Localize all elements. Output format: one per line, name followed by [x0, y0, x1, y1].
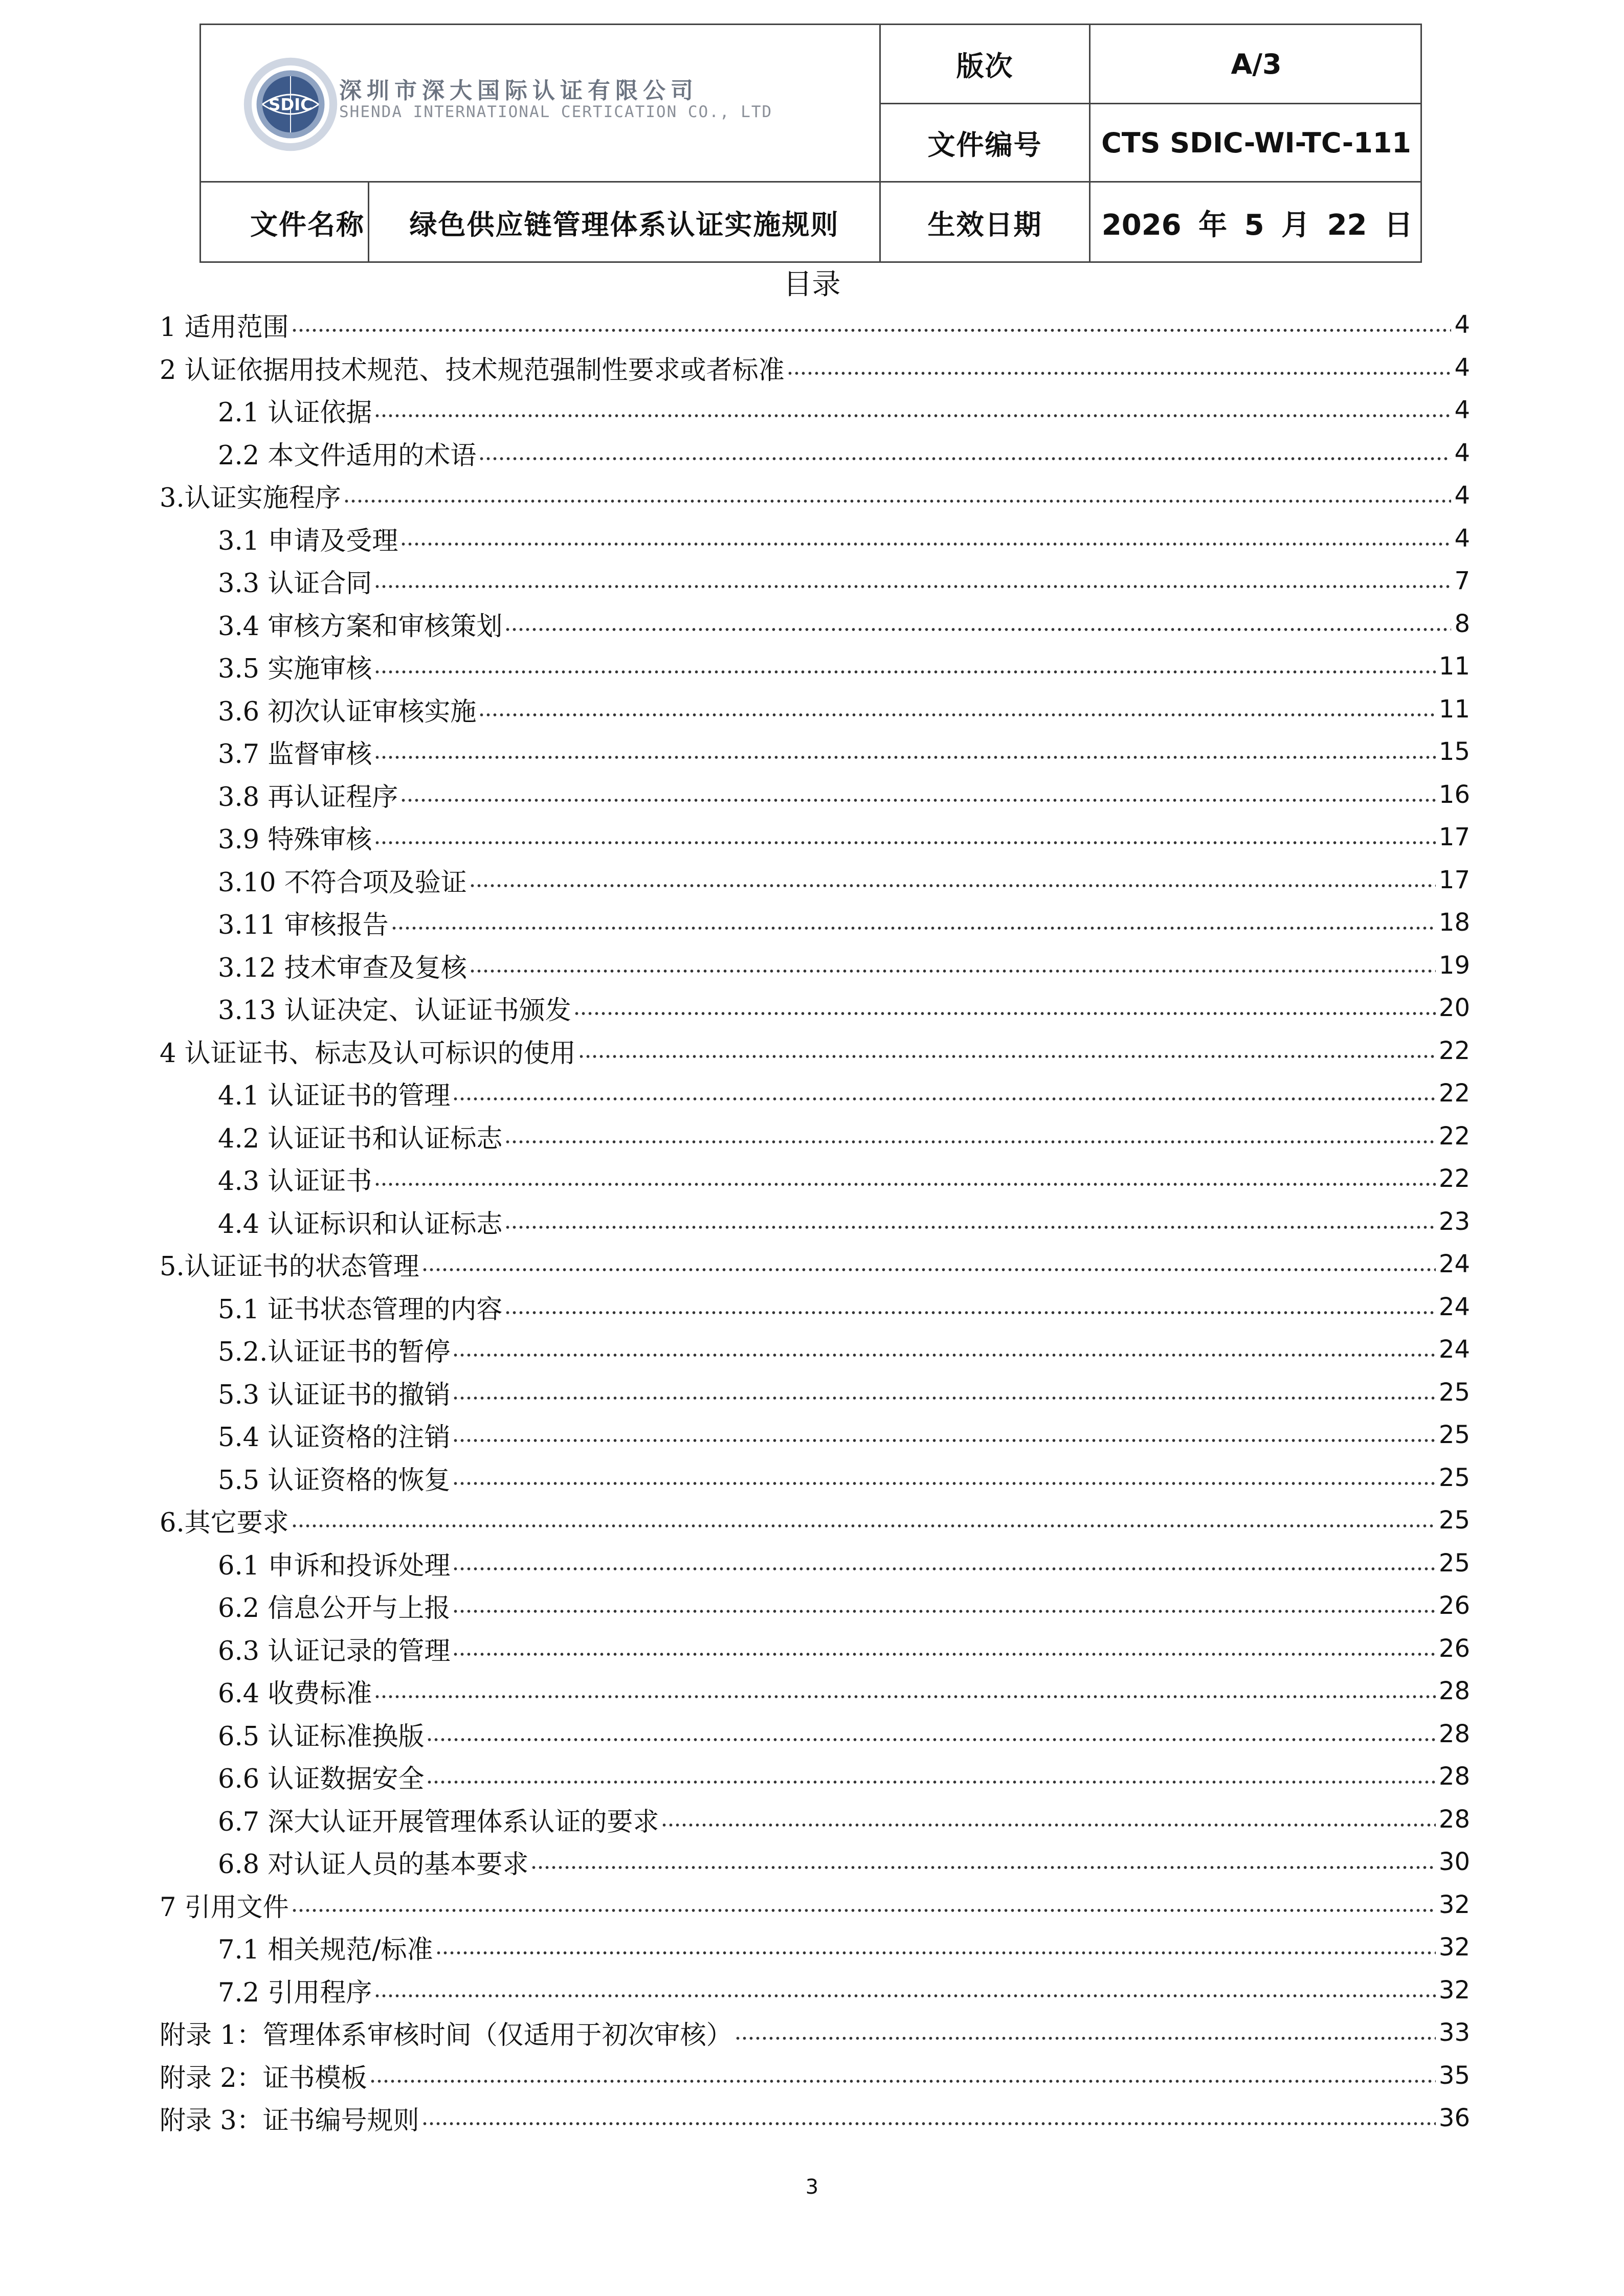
toc-dot-leader: [369, 2078, 1436, 2084]
toc-entry-page: 22: [1438, 1036, 1470, 1065]
toc-dot-leader: [374, 1181, 1436, 1187]
toc-entry[interactable]: [160, 948, 1470, 983]
toc-entry-title: 6.其它要求: [160, 1508, 289, 1538]
toc-entry-title: 5.3 认证证书的撤销: [218, 1380, 451, 1410]
toc-entry[interactable]: [160, 1929, 1470, 1965]
toc-entry[interactable]: [160, 1887, 1470, 1923]
toc-entry-title: 6.1 申诉和投诉处理: [218, 1550, 451, 1581]
toc-entry-title: 5.4 认证资格的注销: [218, 1423, 451, 1453]
toc-entry[interactable]: [160, 1673, 1470, 1709]
toc-entry[interactable]: [160, 1289, 1470, 1325]
toc-dot-leader: [452, 1651, 1436, 1657]
toc-entry-page: 28: [1438, 1762, 1470, 1791]
toc-entry[interactable]: [160, 1118, 1470, 1154]
toc-entry-page: 33: [1438, 2018, 1470, 2047]
toc-dot-leader: [452, 1437, 1436, 1444]
toc-entry[interactable]: [160, 990, 1470, 1026]
toc-entry[interactable]: [160, 1375, 1470, 1410]
toc-entry-page: 4: [1454, 310, 1470, 339]
toc-dot-leader: [452, 1395, 1436, 1401]
toc-dot-leader: [374, 669, 1436, 675]
toc-entry-page: 22: [1438, 1079, 1470, 1108]
toc-dot-leader: [426, 1779, 1436, 1785]
toc-entry-page: 28: [1438, 1805, 1470, 1834]
toc-dot-leader: [504, 1224, 1436, 1230]
toc-entry-title: 7.1 相关规范/标准: [218, 1935, 433, 1965]
toc-entry-title: 2.2 本文件适用的术语: [218, 440, 477, 471]
toc-entry-page: 22: [1438, 1164, 1470, 1193]
toc-dot-leader: [504, 1139, 1436, 1145]
toc-entry[interactable]: [160, 1716, 1470, 1752]
toc-entry-page: 25: [1438, 1548, 1470, 1578]
toc-entry-title: 2.1 认证依据: [218, 398, 372, 428]
toc-entry[interactable]: [160, 862, 1470, 898]
toc-dot-leader: [391, 925, 1436, 931]
toc-entry-title: 6.4 收费标准: [218, 1679, 372, 1709]
toc-entry-page: 11: [1438, 652, 1470, 681]
toc-entry[interactable]: [160, 1972, 1470, 2008]
toc-entry-title: 4.4 认证标识和认证标志: [218, 1209, 503, 1240]
toc-entry-page: 35: [1438, 2061, 1470, 2090]
toc-entry-title: 4.3 认证证书: [218, 1166, 372, 1197]
toc-entry[interactable]: [160, 2058, 1470, 2094]
toc-entry-page: 28: [1438, 1719, 1470, 1748]
toc-entry[interactable]: [160, 1631, 1470, 1667]
toc-entry-page: 25: [1438, 1421, 1470, 1449]
toc-entry-page: 15: [1438, 737, 1470, 766]
toc-entry[interactable]: [160, 435, 1470, 471]
toc-entry-page: 20: [1438, 994, 1470, 1022]
toc-entry-title: 3.4 审核方案和审核策划: [218, 611, 503, 642]
company-name-en: SHENDA INTERNATIONAL CERTICATION CO., LTD: [339, 103, 773, 121]
toc-entry-page: 25: [1438, 1463, 1470, 1492]
toc-dot-leader: [291, 327, 1452, 333]
toc-entry-page: 24: [1438, 1292, 1470, 1321]
version-label: 版次: [956, 50, 1014, 82]
toc-entry-title: 1 适用范围: [160, 312, 289, 343]
toc-dot-leader: [374, 1993, 1436, 1999]
toc-entry-page: 16: [1438, 780, 1470, 809]
document-header-table: [199, 24, 1422, 263]
toc-entry-title: 3.12 技术审查及复核: [218, 953, 467, 983]
toc-entry[interactable]: [160, 1075, 1470, 1111]
company-logo-icon: [242, 56, 339, 153]
toc-entry[interactable]: [160, 1161, 1470, 1197]
toc-entry-title: 7.2 引用程序: [218, 1977, 372, 2008]
toc-dot-leader: [374, 754, 1436, 760]
document-number-label: 文件编号: [927, 128, 1042, 161]
toc-entry-title: 3.11 审核报告: [218, 910, 389, 940]
toc-dot-leader: [374, 413, 1451, 419]
toc-entry-title: 6.7 深大认证开展管理体系认证的要求: [218, 1807, 659, 1837]
toc-dot-leader: [421, 2121, 1436, 2127]
toc-entry-page: 26: [1438, 1634, 1470, 1663]
toc-entry-title: 3.13 认证决定、认证证书颁发: [218, 996, 571, 1026]
toc-entry-page: 25: [1438, 1378, 1470, 1407]
toc-dot-leader: [452, 1480, 1436, 1487]
toc-entry[interactable]: [160, 648, 1470, 684]
toc-dot-leader: [452, 1352, 1436, 1358]
toc-entry-page: 24: [1438, 1250, 1470, 1278]
logo-text: SDIC: [269, 95, 313, 115]
toc-entry-title: 附录 3：证书编号规则: [160, 2106, 419, 2136]
toc-dot-leader: [530, 1864, 1436, 1871]
toc-entry-page: 28: [1438, 1677, 1470, 1705]
toc-entry-title: 5.1 证书状态管理的内容: [218, 1294, 503, 1325]
toc-dot-leader: [578, 1053, 1436, 1060]
toc-entry-page: 32: [1438, 1890, 1470, 1919]
toc-entry-title: 4.2 认证证书和认证标志: [218, 1123, 503, 1154]
toc-entry[interactable]: [160, 606, 1470, 642]
toc-dot-leader: [573, 1010, 1436, 1017]
document-name-value: 绿色供应链管理体系认证实施规则: [409, 209, 839, 241]
toc-entry-page: 36: [1438, 2104, 1470, 2132]
toc-entry[interactable]: [160, 1844, 1470, 1880]
toc-entry-page: 26: [1438, 1591, 1470, 1620]
toc-entry-title: 3.认证实施程序: [160, 483, 341, 513]
toc-dot-leader: [452, 1566, 1436, 1572]
effective-date-value: 2026 年 5 月 22 日: [1101, 208, 1413, 242]
toc-entry-title: 3.10 不符合项及验证: [218, 867, 467, 898]
toc-dot-leader: [504, 626, 1451, 633]
toc-entry[interactable]: [160, 734, 1470, 770]
toc-title: 目录: [783, 268, 841, 301]
toc-entry-page: 4: [1454, 524, 1470, 553]
toc-entry-title: 2 认证依据用技术规范、技术规范强制性要求或者标准: [160, 355, 785, 386]
toc-entry-title: 6.3 认证记录的管理: [218, 1636, 451, 1667]
toc-entry-title: 7 引用文件: [160, 1892, 289, 1923]
toc-dot-leader: [435, 1950, 1436, 1956]
toc-entry-page: 17: [1438, 823, 1470, 851]
toc-entry-title: 5.认证证书的状态管理: [160, 1252, 419, 1282]
toc-entry[interactable]: [160, 1502, 1470, 1538]
toc-entry-title: 4.1 认证证书的管理: [218, 1081, 451, 1111]
toc-entry[interactable]: [160, 1460, 1470, 1496]
toc-entry[interactable]: [160, 1588, 1470, 1624]
toc-entry-title: 6.6 认证数据安全: [218, 1764, 425, 1794]
toc-dot-leader: [400, 541, 1451, 547]
toc-entry[interactable]: [160, 478, 1470, 513]
toc-entry-title: 附录 1：管理体系审核时间（仅适用于初次审核）: [160, 2020, 732, 2051]
toc-dot-leader: [374, 840, 1436, 846]
toc-entry[interactable]: [160, 1545, 1470, 1581]
page-number: 3: [805, 2175, 819, 2199]
effective-date-label: 生效日期: [927, 209, 1042, 241]
toc-dot-leader: [735, 2035, 1436, 2041]
toc-entry-title: 6.8 对认证人员的基本要求: [218, 1850, 529, 1880]
toc-entry-page: 23: [1438, 1207, 1470, 1236]
toc-entry[interactable]: [160, 905, 1470, 940]
toc-dot-leader: [400, 797, 1436, 803]
toc-entry-page: 8: [1454, 609, 1470, 638]
document-name-label: 文件名称: [250, 209, 365, 241]
toc-entry[interactable]: [160, 392, 1470, 428]
toc-entry-page: 4: [1454, 353, 1470, 382]
toc-dot-leader: [452, 1096, 1436, 1102]
toc-entry-title: 5.5 认证资格的恢复: [218, 1465, 451, 1496]
toc-entry-title: 6.2 信息公开与上报: [218, 1593, 451, 1624]
toc-dot-leader: [469, 883, 1436, 889]
toc-entry-title: 3.7 监督审核: [218, 739, 372, 770]
toc-dot-leader: [787, 370, 1452, 376]
toc-entry-title: 4 认证证书、标志及认可标识的使用: [160, 1038, 576, 1069]
toc-entry-page: 7: [1454, 567, 1470, 595]
toc-entry-page: 25: [1438, 1506, 1470, 1535]
toc-entry-page: 24: [1438, 1335, 1470, 1364]
toc-entry-title: 5.2.认证证书的暂停: [218, 1337, 451, 1367]
version-value: A/3: [1231, 48, 1282, 80]
toc-entry-page: 4: [1454, 396, 1470, 424]
toc-dot-leader: [478, 712, 1436, 718]
toc-entry[interactable]: [160, 350, 1470, 386]
toc-entry-page: 18: [1438, 908, 1470, 937]
toc-entry[interactable]: [160, 2015, 1470, 2051]
document-number-value: CTS SDIC-WI-TC-111: [1101, 126, 1411, 159]
toc-entry-title: 3.5 实施审核: [218, 654, 372, 684]
toc-entry[interactable]: [160, 1417, 1470, 1453]
company-name-cn: 深圳市深大国际认证有限公司: [339, 78, 698, 104]
toc-dot-leader: [661, 1822, 1436, 1828]
toc-entry[interactable]: [160, 1802, 1470, 1837]
toc-entry[interactable]: [160, 819, 1470, 855]
toc-dot-leader: [478, 456, 1451, 462]
toc-dot-leader: [343, 498, 1452, 504]
toc-entry[interactable]: [160, 777, 1470, 813]
toc-entry-page: 19: [1438, 951, 1470, 980]
toc-entry[interactable]: [160, 563, 1470, 599]
toc-entry-title: 3.8 再认证程序: [218, 782, 398, 813]
toc-entry-title: 3.9 特殊审核: [218, 825, 372, 855]
toc-entry-page: 30: [1438, 1848, 1470, 1876]
toc-entry[interactable]: [160, 1204, 1470, 1240]
toc-entry-title: 6.5 认证标准换版: [218, 1721, 425, 1752]
toc-dot-leader: [374, 1694, 1436, 1700]
toc-entry[interactable]: [160, 1759, 1470, 1794]
toc-dot-leader: [421, 1267, 1436, 1273]
toc-entry[interactable]: [160, 307, 1470, 343]
toc-entry-page: 4: [1454, 438, 1470, 467]
toc-entry[interactable]: [160, 521, 1470, 556]
toc-entry[interactable]: [160, 1332, 1470, 1367]
toc-entry-title: 3.3 认证合同: [218, 569, 372, 599]
toc-entry[interactable]: [160, 2100, 1470, 2136]
toc-dot-leader: [426, 1737, 1436, 1743]
toc-entry[interactable]: [160, 691, 1470, 727]
toc-entry[interactable]: [160, 1246, 1470, 1282]
toc-entry-page: 17: [1438, 865, 1470, 894]
toc-dot-leader: [374, 583, 1451, 590]
toc-dot-leader: [469, 968, 1436, 974]
toc-entry-title: 3.1 申请及受理: [218, 526, 398, 556]
toc-dot-leader: [504, 1310, 1436, 1316]
toc-entry-title: 附录 2：证书模板: [160, 2063, 367, 2094]
toc-entry-title: 3.6 初次认证审核实施: [218, 696, 477, 727]
toc-entry-page: 32: [1438, 1975, 1470, 2005]
toc-dot-leader: [291, 1907, 1436, 1914]
toc-dot-leader: [452, 1608, 1436, 1614]
toc-dot-leader: [291, 1523, 1436, 1529]
toc-entry-page: 32: [1438, 1933, 1470, 1962]
toc-entry-page: 4: [1454, 481, 1470, 510]
toc-entry-page: 11: [1438, 694, 1470, 724]
toc-entry[interactable]: [160, 1033, 1470, 1069]
toc-entry-page: 22: [1438, 1121, 1470, 1151]
